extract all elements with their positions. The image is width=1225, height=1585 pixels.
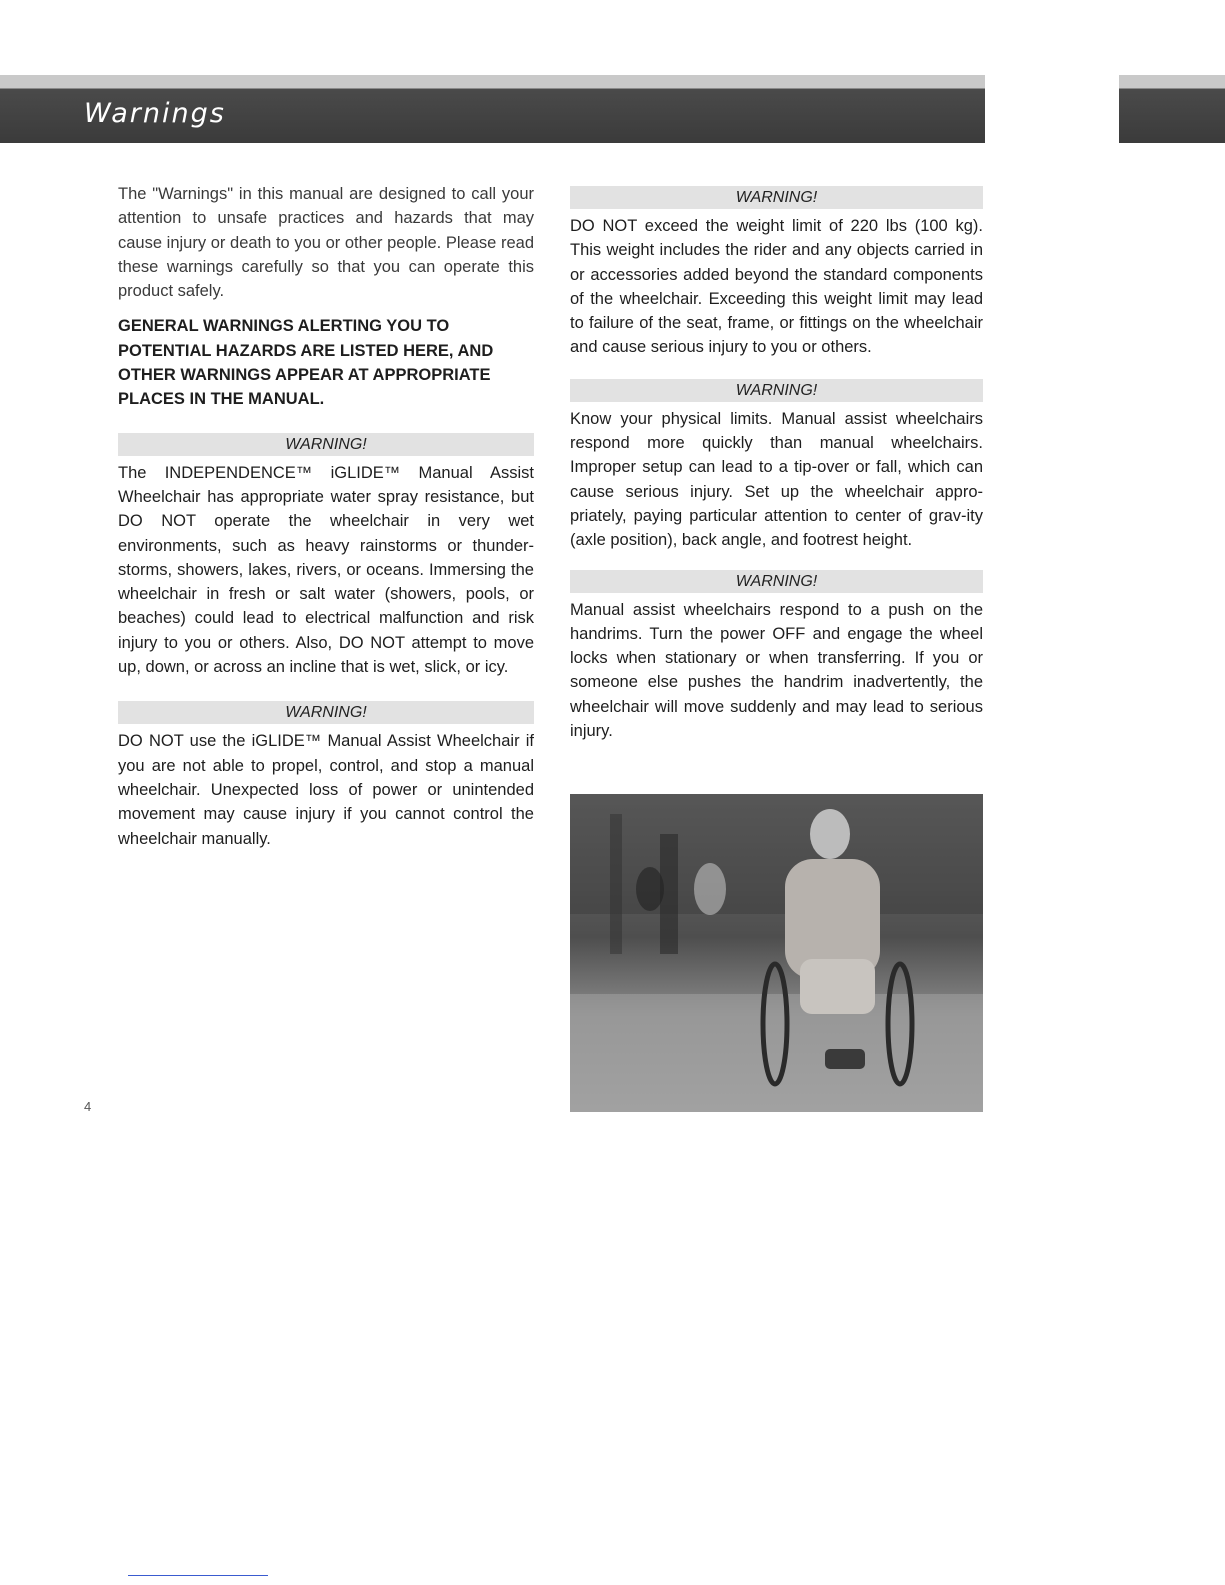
- general-warnings-notice: GENERAL WARNINGS ALERTING YOU TO POTENTIAL HAZARDS ARE LISTED HERE, AND OTHER WARNINGS APPEAR AT APPROPRIATE PLACES IN THE MANUAL.: [118, 317, 494, 409]
- warning-control-text: DO NOT use the iGLIDE™ Manual Assist Wheelchair if you are not able to propel, control, and stop a manual wheelchair. Unexpected loss of power or unintended movement may cause injury if you cannot control the wheelchair manually.: [118, 732, 534, 848]
- warning-heading: WARNING!: [570, 186, 983, 209]
- intro-paragraph: The "Warnings" in this manual are designed to call your attention to unsafe practices and hazards that may cause injury or death to you or other people. Please read these warnings carefully so that you can operate this product safely.: [118, 185, 534, 301]
- warning-handrims-text: Manual assist wheelchairs respond to a push on the handrims. Turn the power OFF and engage the wheel locks when stationary or when transferring. If you or someone else pushes the handrim inadvertently, the wheelchair will move suddenly and may lead to serious injury.: [570, 600, 983, 741]
- page-title: Warnings: [84, 98, 226, 129]
- left-column: [118, 182, 534, 851]
- warning-heading: WARNING!: [118, 433, 534, 456]
- page-number: 4: [84, 1099, 92, 1114]
- side-tab: [1119, 75, 1225, 143]
- warning-water-text: The INDEPENDENCE™ iGLIDE™ Manual Assist Wheelchair has appropriate water spray resistance, but DO NOT operate the wheelchair in very wet environments, such as heavy rainstorms or thunder-storms, showers, lakes, rivers, or oceans. Immersing the wheelchair in fresh or salt water (showers, pools, or beaches) could lead to electrical malfunction and risk injury to you or others. Also, DO NOT attempt to move up, down, or across an incline that is wet, slick, or icy.: [118, 463, 534, 677]
- right-column: [570, 186, 983, 743]
- warning-weight-text: DO NOT exceed the weight limit of 220 lbs (100 kg). This weight includes the rider and any objects carried in or accessories added beyond the standard components of the wheelchair. Exceeding this weight limit may lead to failure of the seat, frame, or fittings on the wheelchair and cause serious injury to you or others.: [570, 217, 983, 357]
- warning-heading: WARNING!: [570, 379, 983, 402]
- warning-heading: WARNING!: [118, 701, 534, 724]
- wheelchair-photo: [570, 794, 983, 1112]
- warning-heading: WARNING!: [570, 570, 983, 593]
- warning-limits-text: Know your physical limits. Manual assist wheelchairs respond more quickly than manual wheelchairs. Improper setup can lead to a tip-over or fall, which can cause serious injury. Set up the wheelchair appro-priately, paying particular attention to center of grav-ity (axle position), back angle, and footrest height.: [570, 409, 983, 550]
- bottom-divider: [128, 1575, 268, 1576]
- wheelchair-photo-illustration: [570, 794, 983, 1112]
